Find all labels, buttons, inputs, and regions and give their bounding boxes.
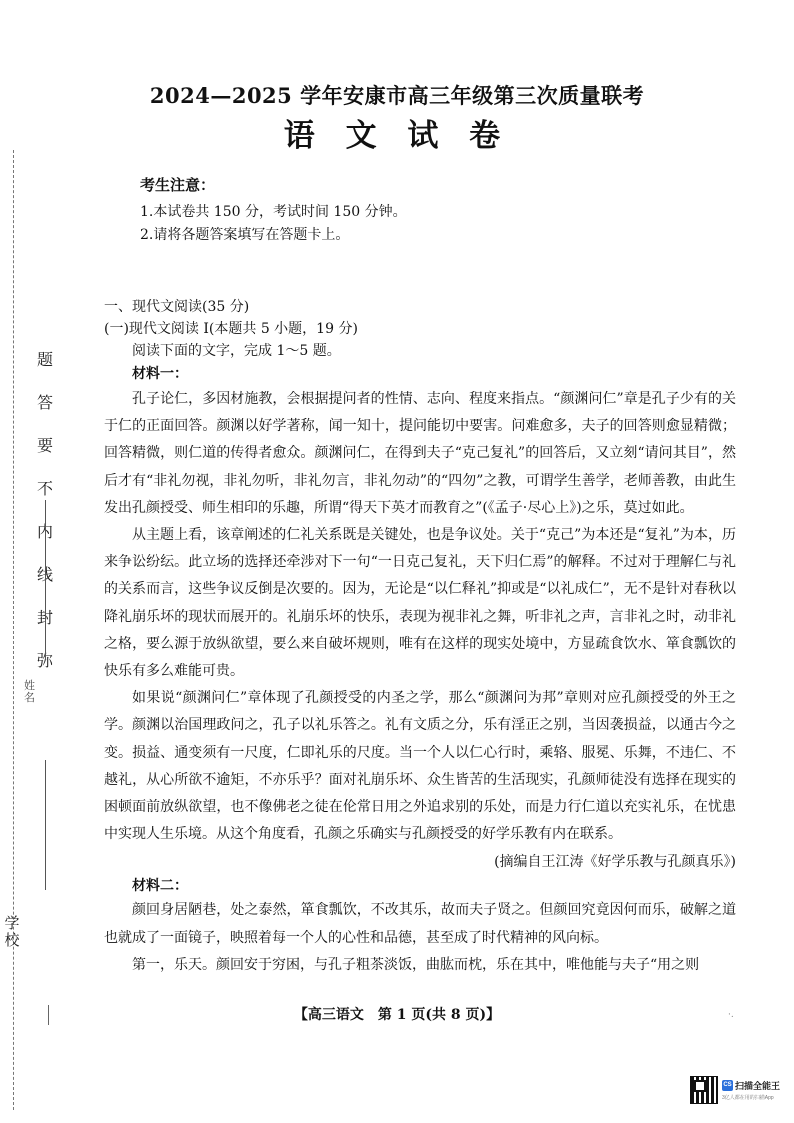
seal-char: 要: [36, 436, 53, 455]
exam-subject-title: 语 文 试 卷: [283, 118, 511, 154]
seal-char: 不: [36, 479, 53, 498]
paragraph: 如果说“颜渊问仁”章体现了孔颜授受的内圣之学，那么“颜渊问为邦”章则对应孔颜授受的外王之学。颜渊以治国理政问之，孔子以礼乐答之。礼有文质之分，乐有淫正之别，当因袭损益，以通古今之变。损益、通变须有一尺度，仁即礼乐的尺度。当一个人以仁心行时，乘辂、服冕、乐舞，不违仁、不越礼，从心所欲不逾矩，不亦乐乎？面对礼崩乐坏、众生皆苦的生活现实，孔颜师徒没有选择在现实的困顿面前放纵欲望，也不像佛老之徒在伦常日用之外追求别的乐处，而是力行仁道以充实礼乐，在忧患中实现人生乐境。从这个角度看，孔颜之乐确实与孔颜授受的好学乐教有内在联系。: [104, 690, 736, 843]
footer-mark: ·.: [728, 1010, 734, 1020]
page-footer: 【高三语文 第 1 页(共 8 页)】: [293, 1007, 501, 1023]
watermark-subtitle: 3亿人都在用的扫描App: [722, 1095, 774, 1101]
source-citation: (摘编自王江涛《好学乐教与孔颜真乐》): [494, 854, 736, 871]
seal-dashed-line: [13, 150, 14, 1110]
exam-title: 2024—2025 学年安康市高三年级第三次质量联考: [149, 83, 645, 108]
scanner-watermark: [690, 1075, 788, 1105]
reading-section: [104, 296, 736, 979]
candidate-notice: [140, 175, 700, 247]
school-field-line: [45, 760, 46, 890]
watermark-text: [722, 1079, 780, 1101]
instruction: 阅读下面的文字，完成 1～5 题。: [132, 343, 341, 359]
seal-char: 答: [36, 393, 53, 412]
seal-char: 封: [36, 608, 53, 627]
seal-char: 题: [36, 350, 53, 369]
notice-heading: 考生注意：: [140, 176, 216, 194]
material-label: 材料一：: [132, 366, 188, 382]
camscanner-icon: CS: [722, 1080, 733, 1091]
paragraph: 颜回身居陋巷，处之泰然，箪食瓢饮，不改其乐，故而夫子贤之。但颜回究竟因何而乐，破解之道也就成了一面镜子，映照着每一个人的心性和品德，甚至成了时代精神的风向标。: [104, 902, 736, 946]
paragraph: 第一，乐天。颜回安于穷困，与孔子粗茶淡饭，曲肱而枕，乐在其中，唯他能与夫子“用之则: [132, 956, 700, 973]
seal-char: 弥: [36, 651, 53, 670]
binding-strip: [0, 0, 92, 1123]
watermark-brand: 扫描全能王: [735, 1081, 781, 1091]
paragraph: 从主题上看，该章阐述的仁礼关系既是关键处，也是争议处。关于“克己”为本还是“复礼”为本，历来争讼纷纭。此立场的选择还牵涉对下一句“一日克己复礼，天下归仁焉”的解释。不过对于理解仁与礼的关系而言，这些争议反倒是次要的。因为，无论是“以仁释礼”抑或是“以礼成仁”，无不是针对春秋以降礼崩乐坏的现状而展开的。礼崩乐坏的快乐，表现为视非礼之舞，听非礼之声，言非礼之时，动非礼之格，要么源于放纵欲望，要么来自破坏规则，唯有在这样的现实处境中，方显疏食饮水、箪食瓢饮的快乐有多么难能可贵。: [104, 527, 736, 680]
school-field-label: 学校: [4, 914, 20, 949]
notice-item: 2.请将各题答案填写在答题卡上。: [140, 227, 350, 243]
qr-code-icon: [690, 1076, 718, 1104]
seal-char: 内: [36, 522, 53, 541]
watermark-title: [722, 1079, 780, 1092]
seal-char: 线: [36, 565, 53, 584]
notice-item: 1.本试卷共 150 分，考试时间 150 分钟。: [140, 204, 407, 220]
subsection-heading: (一)现代文阅读 Ⅰ(本题共 5 小题，19 分): [104, 321, 358, 337]
name-field-line: [45, 500, 46, 660]
material-label: 材料二：: [132, 878, 188, 895]
name-field-label: 姓名: [24, 679, 35, 704]
section-heading: 一、现代文阅读(35 分): [104, 299, 250, 315]
paragraph: 孔子论仁，多因材施教，会根据提问者的性情、志向、程度来指点。“颜渊问仁”章是孔子少有的关于仁的正面回答。颜渊以好学著称，闻一知十，提问能切中要害。问难愈多，夫子的回答则愈显精微；回答精微，则仁道的传得者愈众。颜渊问仁，在得到夫子“克己复礼”的回答后，又立刻“请问其目”，然后才有“非礼勿视，非礼勿听，非礼勿言，非礼勿动”的“四勿”之教，可谓学生善学，老师善教，由此生发出孔颜授受、师生相印的乐趣，所谓“得天下英才而教育之”(《孟子·尽心上》)之乐，莫过如此。: [104, 391, 736, 516]
